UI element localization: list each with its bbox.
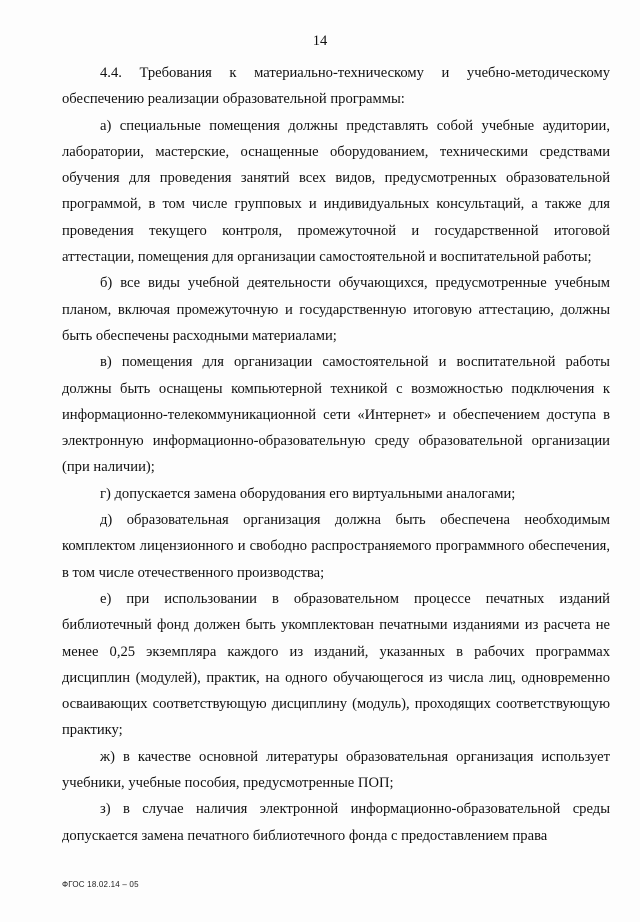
paragraph-item-d: д) образовательная организация должна быть обеспечена необходимым комплектом лицензионного и свободно распространяемого программного обеспечения, в том числе отечественного производства; [62,512,610,581]
paragraph-item-a: а) специальные помещения должны представлять собой учебные аудитории, лаборатории, мастерские, оснащенные оборудованием, техническими средствами обучения для проведения занятий всех видов, предусмотренных образовательной программой, в том числе групповых и индивидуальных консультаций, а также для проведения текущего контроля, промежуточной и государственной итоговой аттестации, помещения для организации самостоятельной и воспитательной работы; [62,117,610,266]
page-number: 14 [312,33,328,49]
paragraph-4-4-heading: 4.4. Требования к материально-техническому и учебно-методическому обеспечению реализации образовательной программы: [62,65,610,108]
document-body [62,60,610,849]
paragraph-item-g: г) допускается замена оборудования его виртуальными аналогами; [100,485,516,502]
paragraph-item-z: з) в случае наличия электронной информационно-образовательной среды допускается замена печатного библиотечного фонда с предоставлением права [62,801,610,844]
paragraph-item-zh: ж) в качестве основной литературы образовательная организация использует учебники, учебные пособия, предусмотренные ПОП; [62,748,610,792]
paragraph-item-v: в) помещения для организации самостоятельной и воспитательной работы должны быть оснащены компьютерной техникой с возможностью подключения к информационно-телекоммуникационной сети «Интернет» и обеспечением доступа в электронную информационно-образовательную среду образовательной организации (при наличии); [62,354,610,476]
paragraph-item-e: е) при использовании в образовательном процессе печатных изданий библиотечный фонд должен быть укомплектован печатными изданиями из расчета не менее 0,25 экземпляра каждого из изданий, указанных в рабочих программах дисциплин (модулей), практик, на одного обучающегося из числа лиц, одновременно осваивающих соответствующую дисциплину (модуль), проходящих соответствующую практику; [62,590,610,739]
paragraph-item-b: б) все виды учебной деятельности обучающихся, предусмотренные учебным планом, включая промежуточную и государственную итоговую аттестацию, должны быть обеспечены расходными материалами; [62,275,610,344]
footer-document-code: ФГОС 18.02.14 – 05 [62,880,139,889]
